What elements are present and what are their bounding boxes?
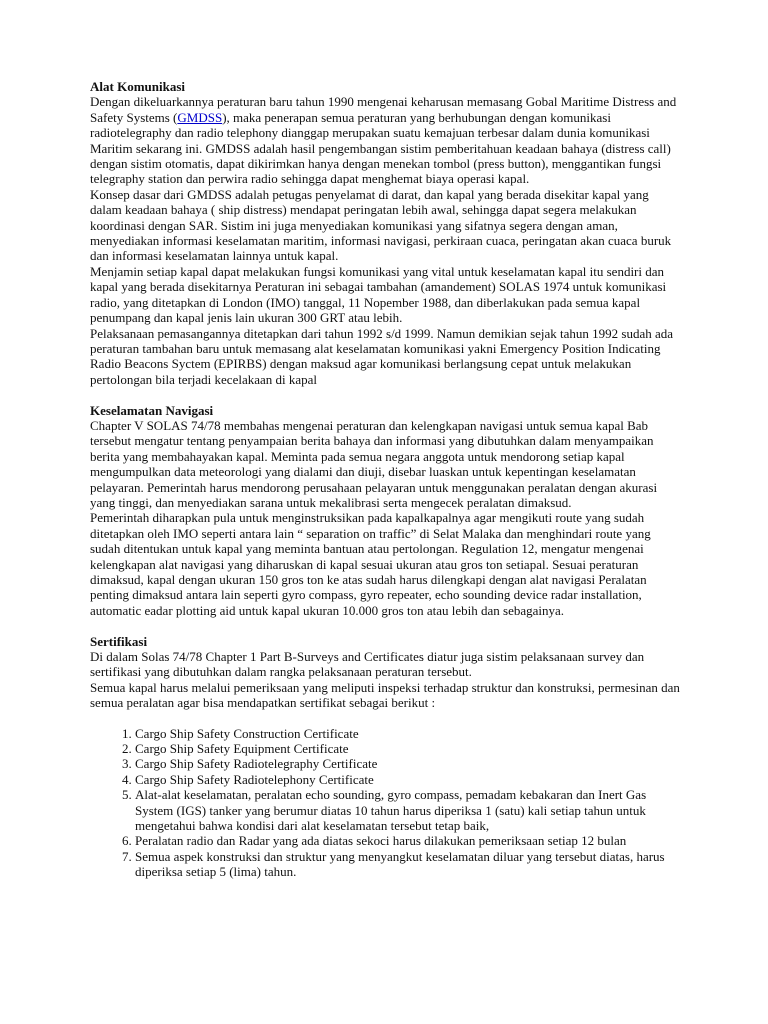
- paragraph: Menjamin setiap kapal dapat melakukan fungsi komunikasi yang vital untuk keselamatan kapal itu sendiri dan kapal yang berada disekitarnya Peraturan ini sebagai tambahan (amandement) SOLAS 1974 untuk komunikasi radio, yang ditetapkan di London (IMO) tanggal, 11 Nopember 1988, dan diberlakukan pada semua kapal penumpang dan kapal jenis lain ukuran 300 GRT atau lebih.: [90, 263, 667, 326]
- list-item: 5. Alat-alat keselamatan, peralatan echo sounding, gyro compass, pemadam kebakaran dan Inert Gas System (IGS) tanker yang berumur diatas 10 tahun harus diperiksa 1 (satu) kali setiap tahun untuk mengetahui bahwa kondisi dari alat keselamatan tersebut tetap baik,: [135, 787, 682, 833]
- paragraph-text: ), maka penerapan semua peraturan yang berhubungan dengan komunikasi radiotelegraphy dan radio telephony dianggap merupakan suatu kemajuan terbesar dalam dunia komunikasi Maritim sekarang ini. GMDSS adalah hasil pengembangan sistim pemberitahuan keadaan bahaya (distress call) dengan sistim otomatis, dapat dikirimkan hanya dengan menekan tombol (press button), menggantikan fungsi telegraphy station dan perwira radio sehingga dapat menghemat biaya operasi kapal.: [90, 109, 671, 187]
- gmdss-link[interactable]: GMDSS: [177, 109, 223, 125]
- paragraph: Konsep dasar dari GMDSS adalah petugas penyelamat di darat, dan kapal yang berada disekitar kapal yang dalam keadaan bahaya ( ship distress) mendapat peringatan lebih awal, sehingga dapat segera melakukan koordinasi dengan SAR. Sistim ini juga menyediakan komunikasi yang sifatnya segera dengan aman, menyediakan informasi keselamatan maritim, informasi navigasi, perkiraan cuaca, peringatan akan cuaca buruk dan informasi keselamatan lainnya untuk kapal.: [90, 186, 672, 264]
- section-heading-keselamatan-navigasi: Keselamatan Navigasi: [90, 402, 214, 418]
- certificate-list: [90, 726, 682, 880]
- paragraph: Pelaksanaan pemasangannya ditetapkan dari tahun 1992 s/d 1999. Namun demikian sejak tahun 1992 sudah ada peraturan tambahan baru untuk memasang alat keselamatan komunikasi yakni Emergency Position Indicating Radio Beacons Syctem (EPIRBS) dengan maksud agar komunikasi berlangsung cepat untuk melakukan pertolongan bila terjadi kecelakaan di kapal: [90, 325, 674, 387]
- list-item: 1. Cargo Ship Safety Construction Certificate: [135, 726, 682, 741]
- section-spacer: [90, 387, 682, 402]
- paragraph: Semua kapal harus melalui pemeriksaan yang meliputi inspeksi terhadap struktur dan konstruksi, permesinan dan semua peralatan agar bisa mendapatkan sertifikat sebagai berikut :: [90, 679, 680, 711]
- list-item: 7. Semua aspek konstruksi dan struktur yang menyangkut keselamatan diluar yang tersebut diatas, harus diperiksa setiap 5 (lima) tahun.: [135, 849, 682, 880]
- section-heading-alat-komunikasi: Alat Komunikasi: [90, 79, 185, 94]
- list-item: 4. Cargo Ship Safety Radiotelephony Certificate: [135, 772, 682, 787]
- paragraph: Di dalam Solas 74/78 Chapter 1 Part B-Surveys and Certificates diatur juga sistim pelaksanaan survey dan sertifikasi yang dibutuhkan dalam rangka pelaksanaan peraturan tersebut.: [90, 649, 645, 680]
- document-page: [90, 79, 682, 880]
- list-item: 2. Cargo Ship Safety Equipment Certificate: [135, 741, 682, 756]
- paragraph: [90, 94, 682, 186]
- paragraph: Pemerintah diharapkan pula untuk menginstruksikan pada kapalkapalnya agar mengikuti route yang sudah ditetapkan oleh IMO seperti antara lain “ separation on traffic” di Selat Malaka dan menghindari route yang sudah ditentukan untuk kapal yang meminta bantuan atau pertolongan. Regulation 12, mengatur mengenai kelengkapan alat navigasi yang diharuskan di kapal sesuai ukuran atau gros ton setiapal. Sesuai peraturan dimaksud, kapal dengan ukuran 150 gros ton ke atas sudah harus dilengkapi dengan alat navigasi Peralatan penting dimaksud antara lain seperti gyro compass, gyro repeater, echo sounding device radar installation, automatic eadar plotting aid untuk kapal ukuran 10.000 gros ton atau lebih dan sebagainya.: [90, 510, 651, 618]
- list-item: 3. Cargo Ship Safety Radiotelegraphy Certificate: [135, 756, 682, 771]
- paragraph-text: Dengan dikeluarkannya peraturan baru tahun 1990 mengenai keharusan memasang Gobal Maritime Distress and Safety Systems (: [90, 94, 677, 125]
- paragraph: Chapter V SOLAS 74/78 membahas mengenai peraturan dan kelengkapan navigasi untuk semua kapal Bab tersebut mengatur tentang penyampaian berita bahaya dan informasi yang dibutuhkan dalam menyampaikan berita yang membahayakan kapal. Meminta pada semua negara anggota untuk mendorong setiap kapal mengumpulkan data meteorologi yang dialami dan diuji, disebar luaskan untuk kepentingan keselamatan pelayaran. Pemerintah harus mendorong perusahaan pelayaran untuk menggunakan peralatan dengan akurasi yang tinggi, dan menyediakan sarana untuk mekalibrasi serta mengecek peralatan dimaksud.: [90, 417, 658, 510]
- section-heading-sertifikasi: Sertifikasi: [90, 633, 148, 649]
- section-spacer: [90, 618, 682, 633]
- list-item: 6. Peralatan radio dan Radar yang ada diatas sekoci harus dilakukan pemeriksaan setiap 12 bulan: [135, 833, 682, 848]
